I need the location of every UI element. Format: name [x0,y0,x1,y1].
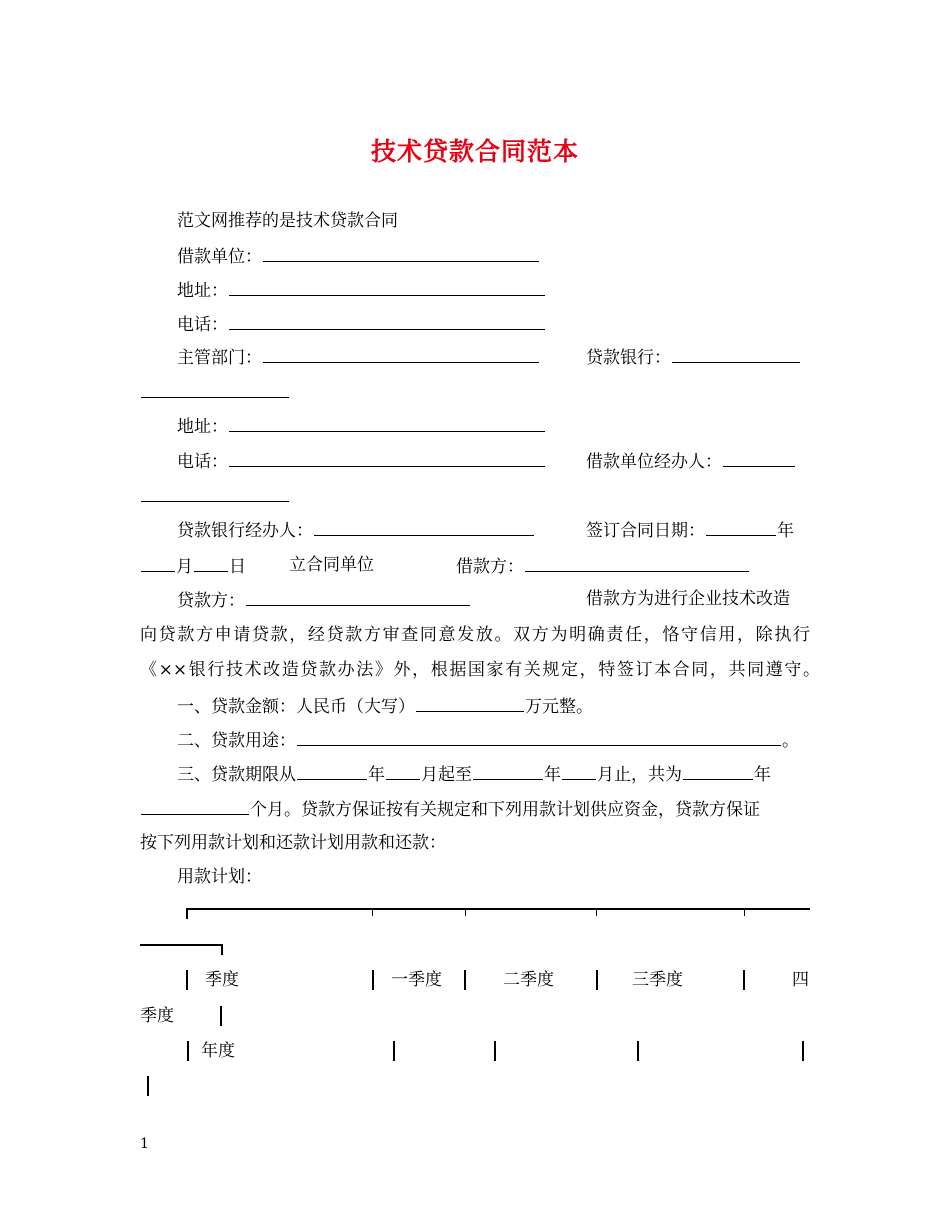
blank-amount [416,694,524,712]
bank-address-label: 地址： [177,417,228,437]
blank-total-years [683,762,753,780]
blank-bank-cont [141,380,289,398]
dept-label: 主管部门： [177,348,262,368]
borrower-phone-line [177,312,546,336]
bank-agent-line [177,518,535,542]
clause1-text-a: 一、贷款金额：人民币（大写） [177,697,415,717]
table-tick-4 [744,908,745,916]
blank-borrower-agent-cont [141,484,289,502]
sign-date-label: 签订合同日期： [586,521,705,541]
table-head-season: 季度 [205,970,239,990]
borrower-label: 借款单位： [177,247,262,267]
dept-line [177,345,540,369]
plan-label: 用款计划： [177,867,262,887]
table-top-border [186,908,810,910]
page-number: 1 [140,1136,149,1152]
preamble-line-b: 向贷款方申请贷款，经贷款方审查同意发放。双方为明确责任，恪守信用，除执行 [140,625,810,645]
blank-start-month [386,762,420,780]
clause3-line-d [140,797,760,821]
blank-bank [672,345,800,363]
borrower-phone-label: 电话： [177,315,228,335]
blank-lender-party [246,588,470,606]
blank-borrower-party [525,554,749,572]
clause3-text-a: 三、贷款期限从 [177,765,296,785]
blank-sign-month [141,554,175,572]
table-row-year: 年度 [201,1041,235,1061]
borrower-party-label: 借款方： [456,557,524,577]
clause3-text-b: 月起至 [421,765,472,785]
parties-line [289,554,374,576]
bank-label: 贷款银行： [586,348,671,368]
document-title: 技术贷款合同范本 [370,137,579,166]
borrower-party-line [456,554,750,578]
bank-line [586,345,801,369]
preamble-line-a [586,588,790,610]
table-bar-r2-5 [147,1076,149,1096]
clause3-text-d: 个月。贷款方保证按有关规定和下列用款计划供应资金，贷款方保证 [250,800,760,820]
borrower-agent-cont [140,484,290,508]
bank-phone-label: 电话： [177,452,228,472]
table-tick-2 [465,908,466,916]
table-head-q4-b: 季度 [140,1006,174,1026]
clause2-text-a: 二、贷款用途： [177,731,296,751]
table-bar-r2-4 [802,1041,804,1061]
bank-phone-line [177,449,546,473]
clause3-year-2: 年 [544,765,561,785]
sign-year-label: 年 [777,521,794,541]
table-bar-r1-1 [372,970,374,990]
table-tick-1 [372,908,373,916]
blank-sign-day [194,554,228,572]
blank-borrower-agent [723,449,795,467]
clause1-text-b: 万元整。 [525,697,593,717]
table-corner-right [221,944,223,955]
blank-bank-agent [314,518,534,536]
table-bar-r2-0 [187,1041,189,1061]
plan-line [177,866,262,888]
blank-borrower-address [229,278,545,296]
borrower-agent-label: 借款单位经办人： [586,452,722,472]
blank-bank-address [229,414,545,432]
table-corner-left [186,908,188,919]
sign-date-cont [140,554,246,578]
clause3-year-3: 年 [754,765,771,785]
borrower-address-line [177,278,546,302]
blank-bank-phone [229,449,545,467]
clause3-year-1: 年 [368,765,385,785]
table-head-q4-a: 四 [792,970,809,990]
clause1-line [177,694,593,718]
blank-borrower [263,244,539,262]
parties-label: 立合同单位 [289,555,374,575]
table-tick-3 [596,908,597,916]
table-head-q1: 一季度 [391,970,442,990]
blank-end-year [473,762,543,780]
sign-date-line [586,518,794,542]
bank-agent-label: 贷款银行经办人： [177,521,313,541]
blank-dept [263,345,539,363]
blank-end-month [562,762,596,780]
borrower-agent-line [586,449,796,473]
table-bar-r1-2 [464,970,466,990]
blank-total-months [141,797,249,815]
borrower-line [177,244,540,268]
table-bar-r2-3 [637,1041,639,1061]
preamble-line-c: 《××银行技术改造贷款办法》外，根据国家有关规定，特签订本合同，共同遵守。 [140,660,820,680]
blank-borrower-phone [229,312,545,330]
blank-purpose [297,728,781,746]
intro-text: 范文网推荐的是技术贷款合同 [177,211,398,231]
table-bar-r1-3 [596,970,598,990]
clause3-text-c: 月止，共为 [597,765,682,785]
clause2-text-b: 。 [782,731,799,751]
borrower-address-label: 地址： [177,281,228,301]
table-head-q2: 二季度 [503,970,554,990]
table-bar-r1-4 [743,970,745,990]
clause3-text-e: 按下列用款计划和还款计划用款和还款： [140,833,446,853]
blank-sign-year [706,518,776,536]
table-top-border-cont [140,944,223,946]
sign-day-label: 日 [229,557,246,577]
table-bar-r1-5 [220,1006,222,1026]
clause3-line [177,762,771,786]
lender-party-label: 贷款方： [177,591,245,611]
bank-line-cont [140,380,290,404]
table-bar-r1-0 [186,970,188,990]
table-bar-r2-1 [393,1041,395,1061]
clause2-line [177,728,799,752]
table-bar-r2-2 [494,1041,496,1061]
lender-party-line [177,588,471,612]
intro-line [177,210,398,232]
blank-start-year [297,762,367,780]
clause3-line-e [140,832,446,854]
preamble-text-a: 借款方为进行企业技术改造 [586,589,790,609]
table-head-q3: 三季度 [632,970,683,990]
bank-address-line [177,414,546,438]
sign-month-label: 月 [176,557,193,577]
